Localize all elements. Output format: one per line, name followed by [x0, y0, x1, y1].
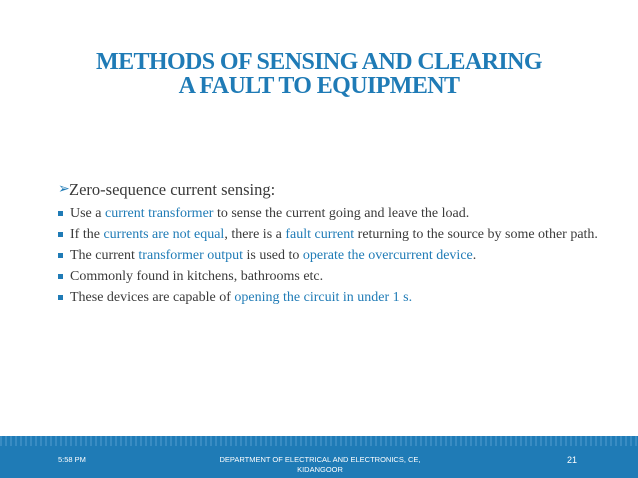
page-number: 21 [567, 455, 578, 465]
list-item: Use a current transformer to sense the current going and leave the load. [58, 206, 598, 222]
list-item: If the currents are not equal, there is a fault current returning to the source by some other path. [58, 227, 598, 243]
bullet-list [58, 206, 598, 306]
footer-department: DEPARTMENT OF ELECTRICAL AND ELECTRONICS, CE, KIDANGOOR [219, 455, 421, 474]
list-item: The current transformer output is used to operate the overcurrent device. [58, 248, 598, 264]
square-bullet-icon [58, 295, 63, 300]
square-bullet-icon [58, 232, 63, 237]
square-bullet-icon [58, 253, 63, 258]
list-item: These devices are capable of opening the circuit in under 1 s. [58, 290, 598, 306]
title-line-1: METHODS OF SENSING AND CLEARING [96, 49, 542, 75]
list-item: Commonly found in kitchens, bathrooms etc. [58, 269, 598, 285]
square-bullet-icon [58, 211, 63, 216]
main-point [58, 180, 598, 200]
footer-time: 5:58 PM [58, 455, 86, 464]
title-line-2: A FAULT TO EQUIPMENT [178, 73, 460, 99]
square-bullet-icon [58, 274, 63, 279]
footer-pattern [0, 436, 638, 446]
slide-title [40, 50, 598, 98]
slide-content [58, 180, 598, 311]
arrow-bullet-icon: ➢ [58, 182, 70, 197]
main-point-text: Zero-sequence current sensing: [69, 180, 276, 199]
